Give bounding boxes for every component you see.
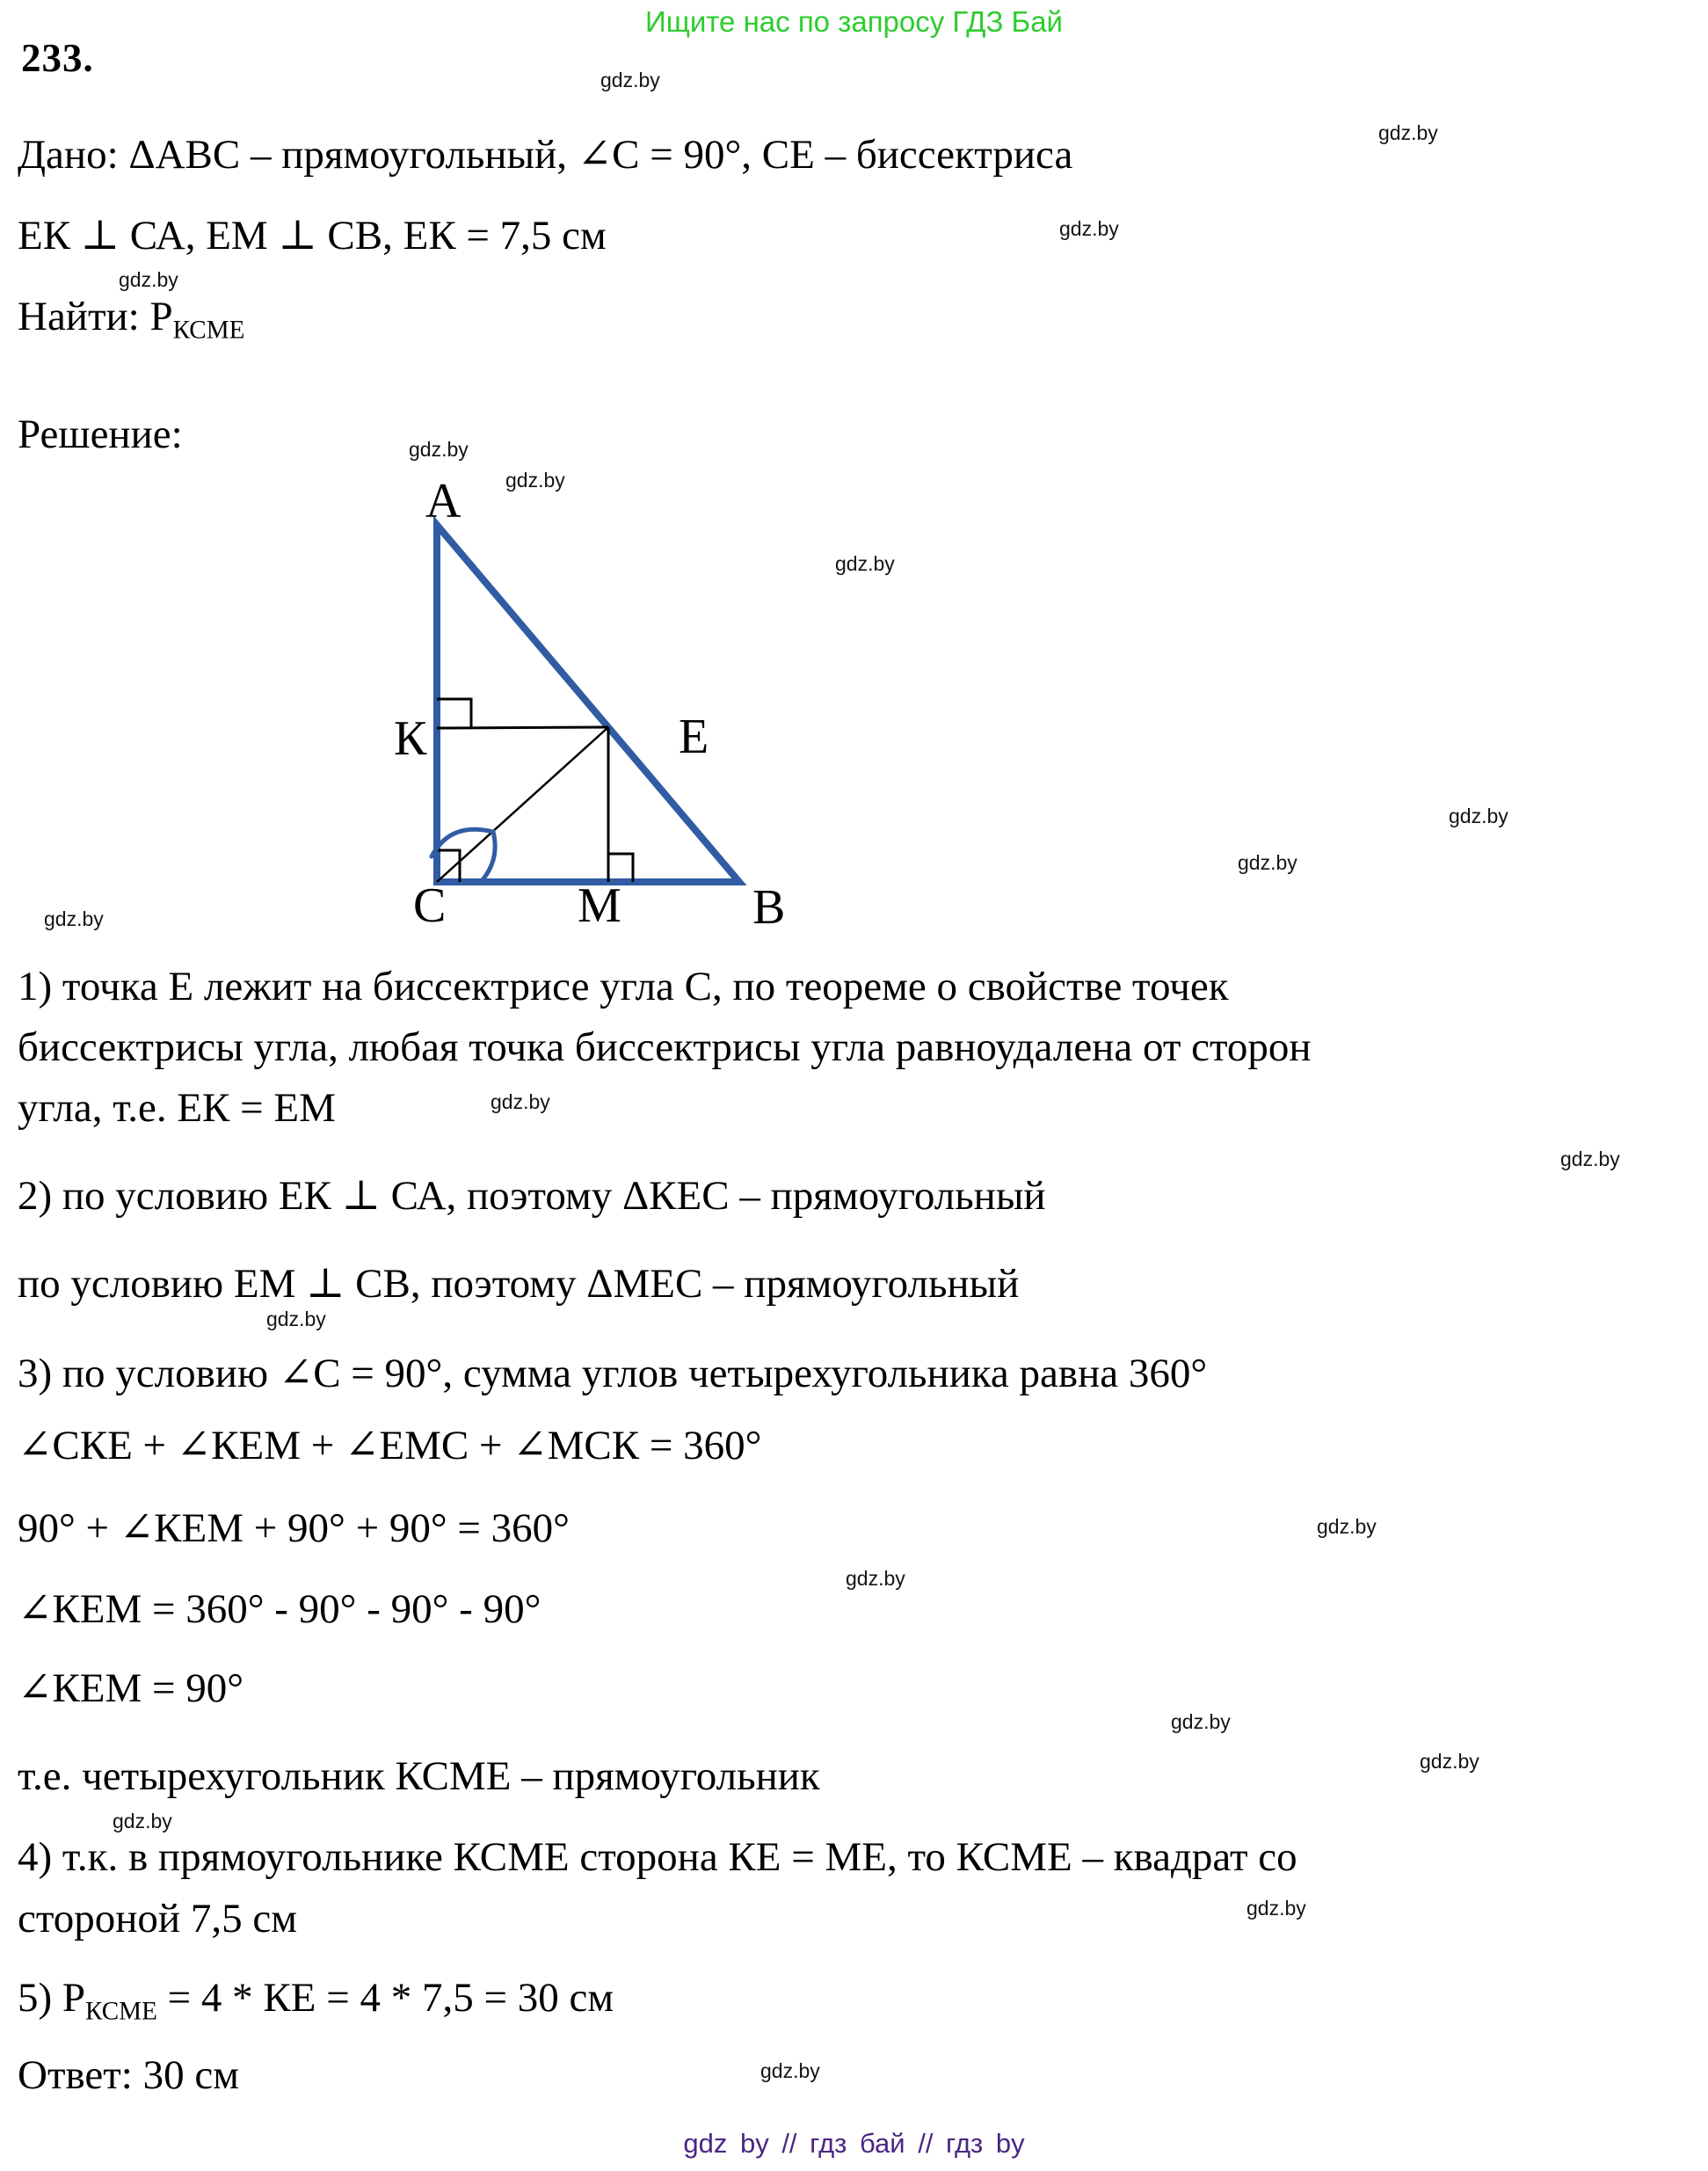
vertex-label-K: К — [394, 711, 427, 766]
gdz-watermark: gdz.by — [1171, 1710, 1231, 1733]
gdz-watermark: gdz.by — [44, 907, 104, 930]
gdz-watermark: gdz.by — [1420, 1750, 1479, 1773]
answer-line: Ответ: 30 см — [18, 2052, 239, 2098]
solution-step-5 — [18, 1973, 614, 2026]
gdz-watermark: gdz.by — [1378, 121, 1438, 144]
solution-step-4-line-2: стороной 7,5 см — [18, 1896, 297, 1942]
vertex-label-E: Е — [679, 710, 709, 764]
gdz-watermark: gdz.by — [266, 1308, 326, 1330]
vertex-label-B: В — [752, 880, 786, 935]
solution-step-3-line-5: ∠КЕМ = 90° — [18, 1665, 244, 1711]
solution-step-3-line-6: т.е. четырехугольник КСМЕ – прямоугольник — [18, 1753, 820, 1799]
gdz-watermark: gdz.by — [505, 469, 565, 492]
vertex-label-M: М — [578, 878, 621, 933]
gdz-watermark: gdz.by — [1238, 851, 1297, 874]
right-angle-mark-K — [437, 699, 471, 728]
gdz-watermark: gdz.by — [1317, 1515, 1377, 1538]
solution-step-3-line-4: ∠КЕМ = 360° - 90° - 90° - 90° — [18, 1586, 541, 1632]
site-banner: Ищите нас по запросу ГДЗ Бай — [645, 5, 1063, 38]
solution-step-1-line-1: 1) точка Е лежит на биссектрисе угла С, по теореме о свойстве точек — [18, 964, 1229, 1009]
gdz-watermark: gdz.by — [1560, 1147, 1620, 1170]
solution-step-2-line-2: по условию ЕМ ⊥ СВ, поэтому ΔМЕС – прямоугольный — [18, 1261, 1020, 1307]
solution-heading: Решение: — [18, 412, 183, 457]
step5-subscript: КСМЕ — [85, 1997, 157, 2026]
site-footer: gdz by // гдз бай // гдз by — [683, 2128, 1025, 2159]
solution-step-3-line-2: ∠СКЕ + ∠КЕМ + ∠ЕМС + ∠МСК = 360° — [18, 1423, 762, 1468]
gdz-watermark: gdz.by — [119, 268, 178, 291]
gdz-watermark: gdz.by — [846, 1567, 905, 1590]
gdz-watermark: gdz.by — [113, 1810, 172, 1832]
step5-suffix: = 4 * КЕ = 4 * 7,5 = 30 см — [156, 1975, 614, 2021]
vertex-label-A: А — [425, 474, 462, 528]
find-prefix: Найти: Р — [18, 294, 173, 339]
gdz-watermark: gdz.by — [835, 552, 895, 575]
solution-step-4-line-1: 4) т.к. в прямоугольнике КСМЕ сторона КЕ = МЕ, то КСМЕ – квадрат со — [18, 1834, 1297, 1880]
gdz-watermark: gdz.by — [600, 69, 660, 91]
solution-step-1-line-3: угла, т.е. ЕК = ЕМ — [18, 1085, 336, 1131]
segment-KE — [437, 727, 608, 728]
solution-step-3-line-1: 3) по условию ∠С = 90°, сумма углов четырехугольника равна 360° — [18, 1351, 1208, 1396]
problem-number: 233. — [21, 36, 94, 80]
gdz-watermark: gdz.by — [1246, 1897, 1306, 1920]
solution-step-3-line-3: 90° + ∠КЕМ + 90° + 90° = 360° — [18, 1505, 570, 1551]
solution-step-1-line-2: биссектрисы угла, любая точка биссектрисы угла равноудалена от сторон — [18, 1024, 1312, 1070]
step5-prefix: 5) Р — [18, 1975, 86, 2021]
vertex-label-C: С — [413, 878, 447, 933]
given-line-2: ЕК ⊥ СА, ЕМ ⊥ СВ, ЕК = 7,5 см — [18, 213, 607, 259]
given-line-1: Дано: ΔАВС – прямоугольный, ∠С = 90°, СЕ – биссектриса — [18, 132, 1073, 178]
solution-step-2-line-1: 2) по условию ЕК ⊥ СА, поэтому ΔКЕС – прямоугольный — [18, 1173, 1046, 1219]
bisector-CE — [437, 727, 608, 882]
gdz-watermark: gdz.by — [409, 438, 469, 461]
gdz-watermark: gdz.by — [760, 2059, 820, 2082]
gdz-watermark: gdz.by — [491, 1090, 550, 1113]
gdz-watermark: gdz.by — [1449, 805, 1508, 827]
find-subscript: КСМЕ — [172, 316, 245, 345]
gdz-watermark: gdz.by — [1059, 217, 1119, 240]
